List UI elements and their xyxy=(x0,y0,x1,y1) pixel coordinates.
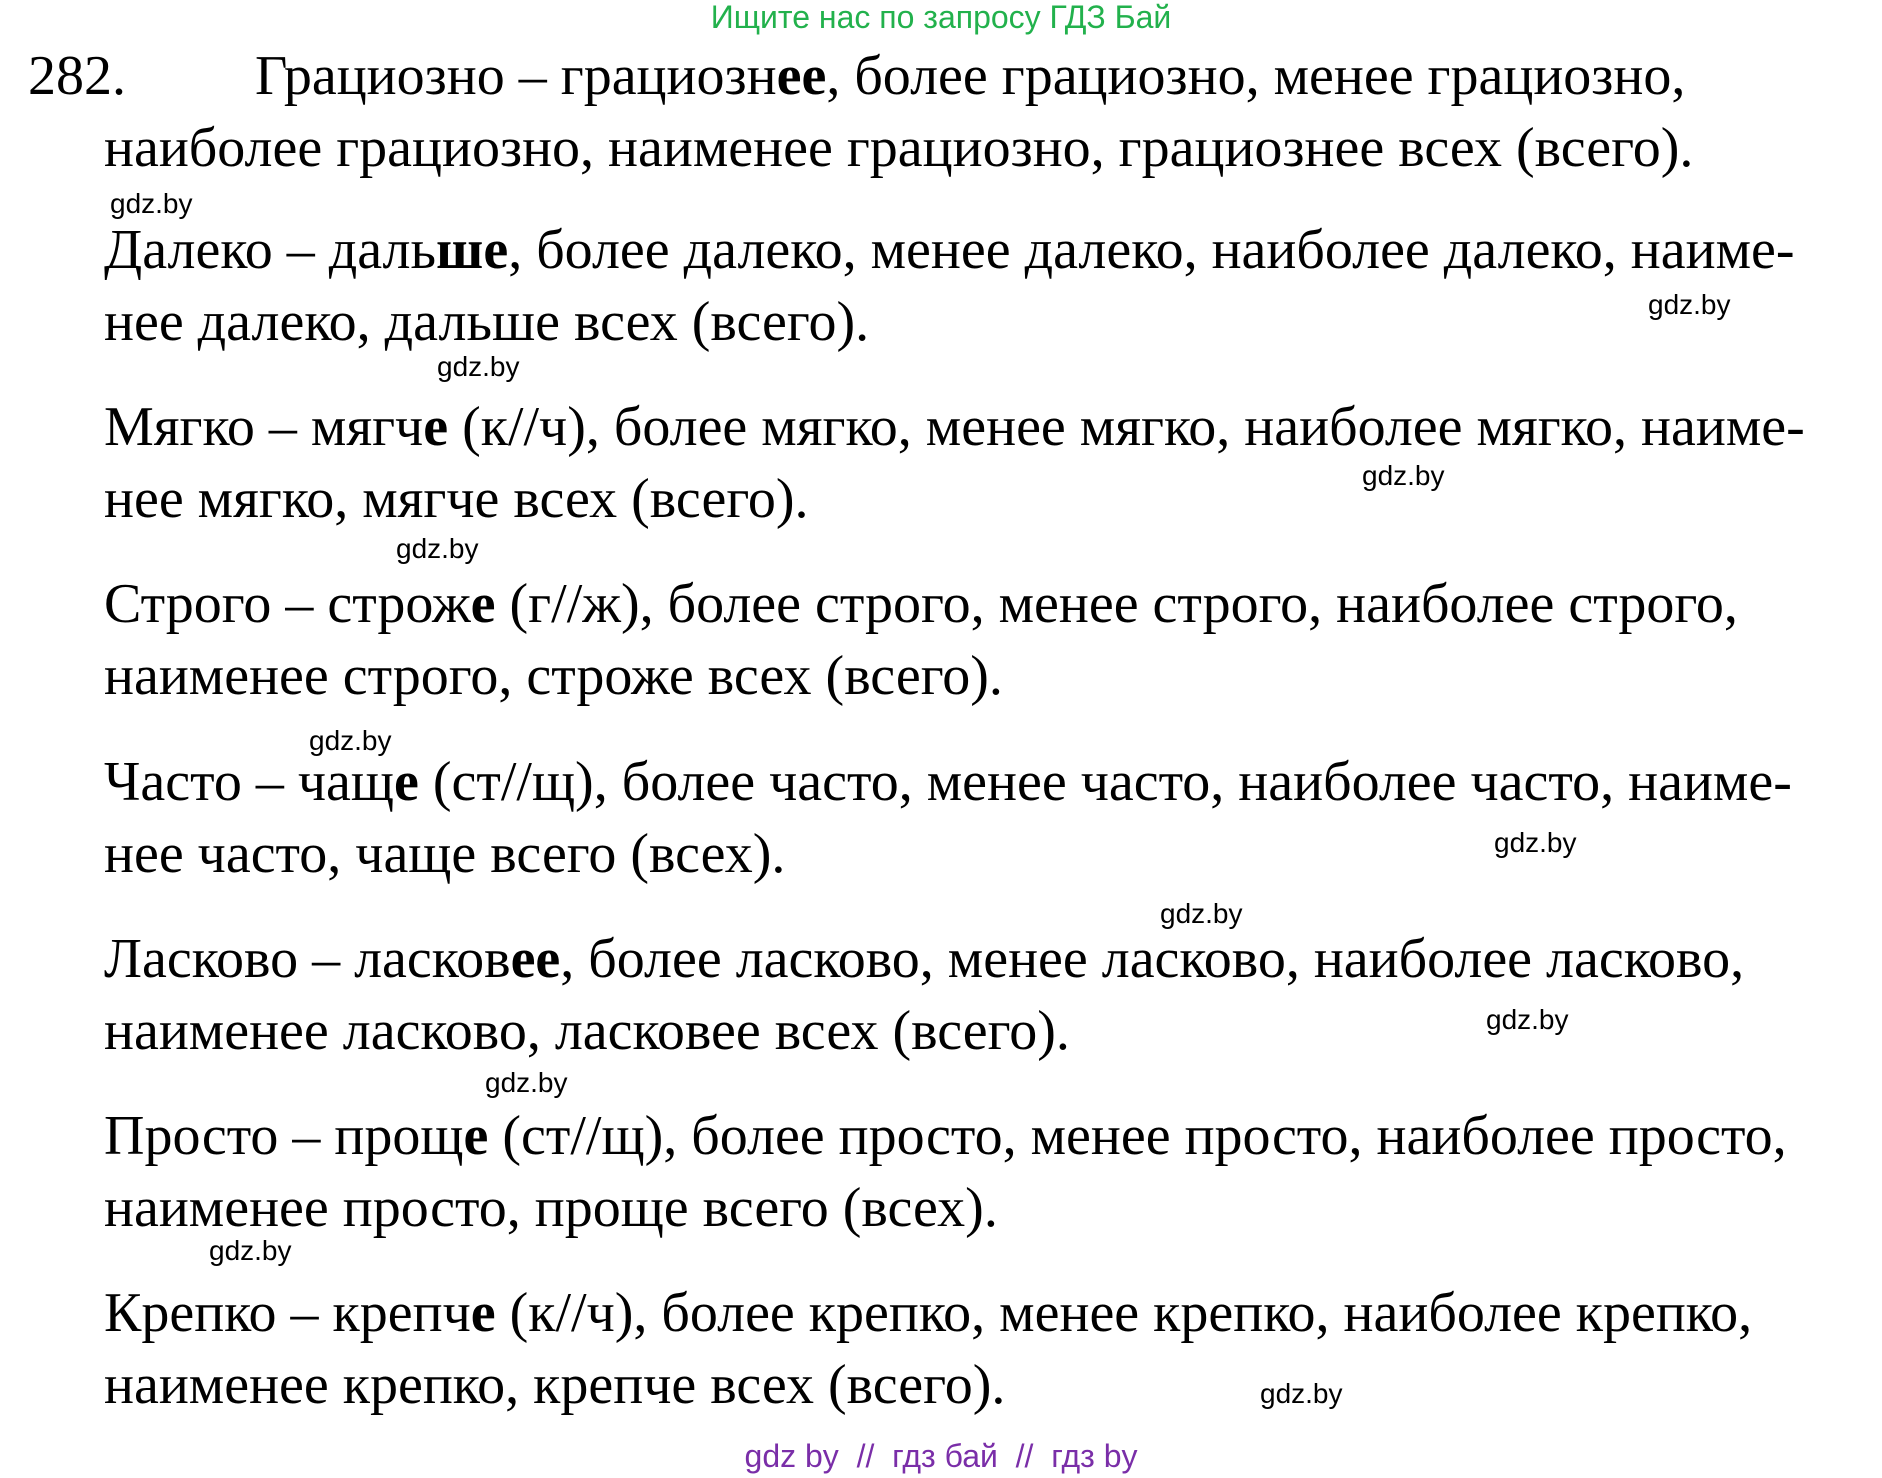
exercise-number: 282. xyxy=(28,45,126,107)
entry-4-line-1: Строго – строже (г//ж), более строго, менее строго, наиболее строго, xyxy=(104,573,1738,635)
entry-5-line-2: нее часто, чаще всего (всех). xyxy=(104,823,786,885)
entry-3-line-1: Мягко – мягче (к//ч), более мягко, менее мягко, наиболее мягко, наиме- xyxy=(104,396,1805,458)
entry-8-line-1: Крепко – крепче (к//ч), более крепко, менее крепко, наиболее крепко, xyxy=(104,1282,1753,1344)
entry-6-line-1: Ласково – ласковее, более ласково, менее ласково, наиболее ласково, xyxy=(104,928,1745,990)
entry-2-line-1: Далеко – дальше, более далеко, менее далеко, наиболее далеко, наиме- xyxy=(104,219,1795,281)
entry-4-suffix: е xyxy=(470,573,496,635)
entry-3-suffix: е xyxy=(423,396,449,458)
entry-7-suffix: е xyxy=(463,1105,489,1167)
watermark: gdz.by xyxy=(437,351,520,382)
entry-5-suffix: е xyxy=(393,751,419,813)
entry-1-suffix: ее xyxy=(776,45,827,107)
watermark: gdz.by xyxy=(309,725,392,756)
watermark: gdz.by xyxy=(1260,1378,1343,1409)
watermark: gdz.by xyxy=(209,1235,292,1266)
entry-5-line-1: Часто – чаще (ст//щ), более часто, менее часто, наиболее часто, наиме- xyxy=(104,751,1792,813)
search-hint-banner: Ищите нас по запросу ГДЗ Бай xyxy=(710,0,1172,35)
footer-links: gdz by // гдз бай // гдз by xyxy=(744,1438,1138,1474)
watermark: gdz.by xyxy=(1362,460,1445,491)
entry-6-suffix: ее xyxy=(510,928,561,990)
entry-6-line-2: наименее ласково, ласковее всех (всего). xyxy=(104,1000,1070,1062)
watermark: gdz.by xyxy=(1160,898,1243,929)
entry-1-line-1: Грациозно – грациознее, более грациозно, менее грациозно, xyxy=(255,45,1686,107)
entry-2-suffix: ше xyxy=(436,219,509,281)
watermark: gdz.by xyxy=(1486,1004,1569,1035)
watermark: gdz.by xyxy=(1648,289,1731,320)
watermark: gdz.by xyxy=(396,533,479,564)
entry-3-line-2: нее мягко, мягче всех (всего). xyxy=(104,468,809,530)
entry-8-suffix: е xyxy=(470,1282,496,1344)
watermark: gdz.by xyxy=(1494,827,1577,858)
entry-2-line-2: нее далеко, дальше всех (всего). xyxy=(104,291,870,353)
entry-8-line-2: наименее крепко, крепче всех (всего). xyxy=(104,1354,1006,1416)
entry-7-line-2: наименее просто, проще всего (всех). xyxy=(104,1177,998,1239)
entry-4-line-2: наименее строго, строже всех (всего). xyxy=(104,645,1003,707)
entry-7-line-1: Просто – проще (ст//щ), более просто, менее просто, наиболее просто, xyxy=(104,1105,1787,1167)
watermark: gdz.by xyxy=(485,1067,568,1098)
watermark: gdz.by xyxy=(110,188,193,219)
entry-1-line-2: наиболее грациозно, наименее грациозно, грациознее всех (всего). xyxy=(104,117,1694,179)
